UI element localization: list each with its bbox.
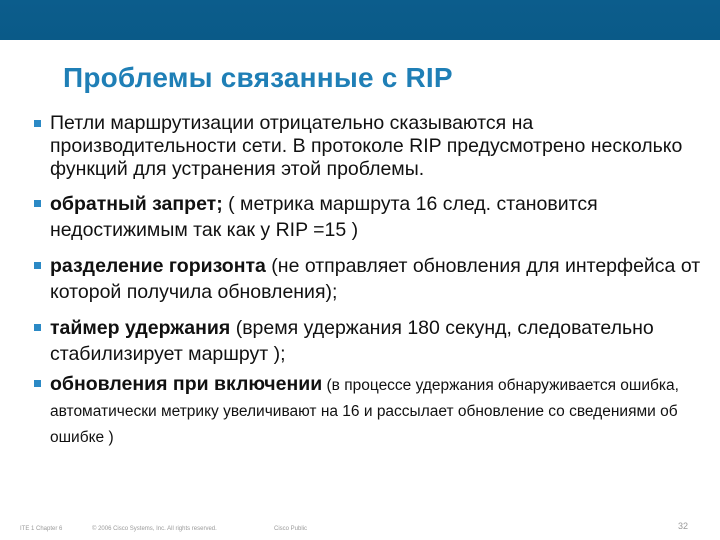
bullet-item [30,112,710,181]
square-bullet-icon [34,120,41,127]
bullet-item [30,191,710,243]
bullet-text: Петли маршрутизации отрицательно сказываются на производительности сети. В протоколе RIP предусмотрено несколько функций для устранения этой проблемы. [50,112,683,180]
footer-classification: Cisco Public [274,526,308,532]
square-bullet-icon [34,200,41,207]
square-bullet-icon [34,380,41,387]
footer-chapter: ITE 1 Chapter 6 [20,526,63,532]
bullet-text: (время удержания 180 секунд, следовательно стабилизирует маршрут ); [50,317,654,365]
bullet-text: (в процессе удержания обнаруживается ошибка, автоматически метрику увеличивают на 16 и рассылает обновление со сведениями об ошибке ) [50,377,679,446]
slide-title: Проблемы связанные с RIP [63,62,453,93]
bullet-item [30,315,710,367]
bullet-term: обновления при включении [50,373,323,395]
bullet-term: таймер удержания [50,317,231,339]
bullet-item [30,253,710,305]
bullet-term: разделение горизонта [50,255,266,277]
bullet-text: (не отправляет обновления для интерфейса от которой получила обновления); [50,255,701,303]
square-bullet-icon [34,324,41,331]
top-banner [0,0,720,40]
bullet-item [30,371,710,451]
square-bullet-icon [34,262,41,269]
bullet-text: ( метрика маршрута 16 след. становится недостижимым так как у RIP =15 ) [50,193,598,241]
bullet-list [30,112,710,451]
slide-footer [20,526,307,532]
footer-copyright: © 2006 Cisco Systems, Inc. All rights reserved. [92,526,217,532]
page-number: 32 [678,521,689,531]
bullet-term: обратный запрет; [50,193,223,215]
